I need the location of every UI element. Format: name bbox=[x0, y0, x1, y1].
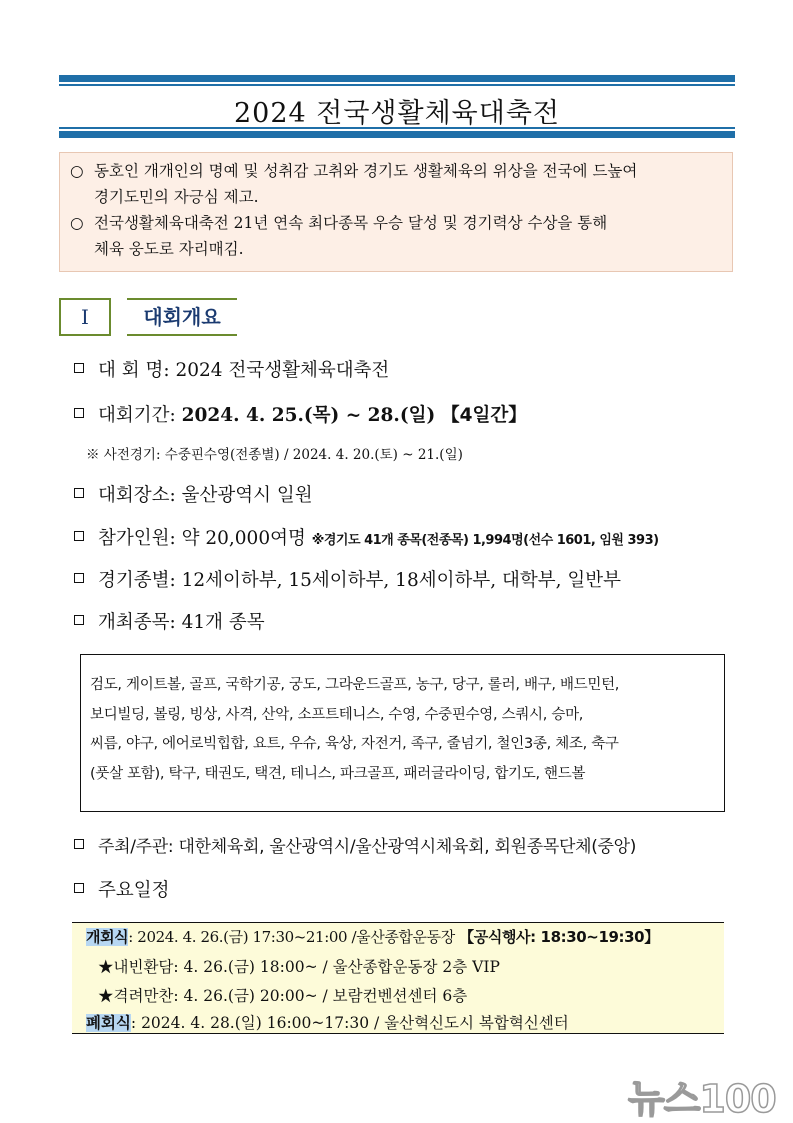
purpose-item-1 bbox=[70, 158, 722, 210]
purpose-text: 동호인 개개인의 명예 및 성취감 고취와 경기도 생활체육의 위상을 전국에 드높여 bbox=[94, 162, 638, 180]
vip-line: ★내빈환담: 4. 26.(금) 18:00~ / 울산종합운동장 2층 VIP bbox=[98, 958, 500, 976]
venue-row bbox=[74, 481, 313, 507]
square-bullet-icon bbox=[74, 573, 84, 583]
organizer-row bbox=[74, 832, 636, 857]
closing-value: : 2024. 4. 28.(일) 16:00~17:30 / 울산혁신도시 복합혁신센터 bbox=[130, 1014, 569, 1032]
square-bullet-icon bbox=[74, 363, 84, 373]
participants-row bbox=[74, 524, 659, 550]
purpose-text-cont: 체육 웅도로 자리매김. bbox=[94, 240, 244, 258]
circle-bullet-icon: ○ bbox=[70, 162, 84, 180]
title-rule-top bbox=[59, 75, 735, 82]
square-bullet-icon bbox=[74, 883, 84, 893]
participants-note: ※경기도 41개 종목(전종목) 1,994명(선수 1601, 임원 393) bbox=[311, 533, 659, 548]
event-period-value: 2024. 4. 25.(목) ~ 28.(일) bbox=[181, 405, 436, 426]
section-heading bbox=[59, 298, 239, 338]
opening-line bbox=[86, 926, 659, 947]
purpose-text-cont: 경기도민의 자긍심 제고. bbox=[94, 188, 259, 206]
sports-line: 씨름, 야구, 에어로빅힙합, 요트, 우슈, 육상, 자전거, 족구, 줄넘기, 철인3종, 체조, 축구 bbox=[90, 736, 619, 752]
title-rule-bottom bbox=[59, 131, 735, 138]
sports-line: (풋살 포함), 탁구, 태권도, 택견, 테니스, 파크골프, 패러글라이딩, 합기도, 핸드볼 bbox=[90, 765, 586, 782]
section-title: 대회개요 bbox=[127, 298, 237, 336]
purpose-text: 전국생활체육대축전 21년 연속 최다종목 우승 달성 및 경기력상 수상을 통해 bbox=[94, 214, 608, 232]
square-bullet-icon bbox=[74, 408, 84, 418]
opening-official: 【공식행사: 18:30~19:30】 bbox=[459, 928, 659, 946]
event-name-row bbox=[74, 356, 389, 382]
division-value: 12세이하부, 15세이하부, 18세이하부, 대학부, 일반부 bbox=[181, 570, 621, 591]
venue-value: 울산광역시 일원 bbox=[181, 485, 313, 506]
closing-line bbox=[86, 1011, 569, 1033]
closing-label: 폐회식 bbox=[86, 1014, 131, 1032]
title-banner bbox=[59, 75, 735, 139]
events-row bbox=[74, 608, 265, 634]
schedule-box bbox=[72, 922, 724, 1034]
purpose-box bbox=[59, 152, 733, 272]
circle-bullet-icon: ○ bbox=[70, 214, 84, 232]
sports-list-box bbox=[80, 654, 725, 812]
event-period-label: 대회기간: bbox=[98, 405, 176, 426]
watermark-logo: 뉴스100 bbox=[628, 1077, 776, 1121]
opening-label: 개회식 bbox=[86, 928, 129, 946]
purpose-item-2 bbox=[70, 210, 722, 262]
venue-label: 대회장소: bbox=[98, 485, 176, 506]
schedule-row bbox=[74, 876, 169, 902]
title-rule-top-thin bbox=[59, 84, 735, 86]
event-name-label: 대 회 명: bbox=[98, 360, 170, 381]
participants-value: 약 20,000여명 bbox=[181, 528, 306, 549]
organizer-label: 주최/주관: bbox=[98, 837, 174, 857]
page-title: 2024 전국생활체육대축전 bbox=[233, 98, 561, 129]
section-number: Ⅰ bbox=[59, 298, 111, 336]
organizer-value: 대한체육회, 울산광역시/울산광역시체육회, 회원종목단체(중앙) bbox=[178, 837, 637, 857]
square-bullet-icon bbox=[74, 531, 84, 541]
event-name-value: 2024 전국생활체육대축전 bbox=[175, 360, 390, 381]
square-bullet-icon bbox=[74, 615, 84, 625]
opening-value: : 2024. 4. 26.(금) 17:30~21:00 /울산종합운동장 bbox=[128, 928, 455, 946]
event-period-row bbox=[74, 401, 527, 427]
sports-line: 검도, 게이트볼, 골프, 국학기공, 궁도, 그라운드골프, 농구, 당구, 롤러, 배구, 배드민턴, bbox=[90, 677, 620, 693]
dinner-line: ★격려만찬: 4. 26.(금) 20:00~ / 보람컨벤션센터 6층 bbox=[98, 987, 468, 1005]
division-label: 경기종별: bbox=[98, 570, 176, 591]
participants-label: 참가인원: bbox=[98, 528, 176, 549]
square-bullet-icon bbox=[74, 839, 84, 849]
events-label: 개최종목: bbox=[98, 612, 176, 633]
event-period-days: 【4일간】 bbox=[441, 405, 527, 426]
square-bullet-icon bbox=[74, 488, 84, 498]
division-row bbox=[74, 566, 621, 592]
events-value: 41개 종목 bbox=[181, 612, 265, 633]
sports-line: 보디빌딩, 볼링, 빙상, 사격, 산악, 소프트테니스, 수영, 수중핀수영, 스쿼시, 승마, bbox=[90, 706, 584, 723]
schedule-label: 주요일정 bbox=[98, 880, 170, 901]
preliminary-note: ※ 사전경기: 수중핀수영(전종별) / 2024. 4. 20.(토) ~ 21.(일) bbox=[86, 447, 463, 463]
